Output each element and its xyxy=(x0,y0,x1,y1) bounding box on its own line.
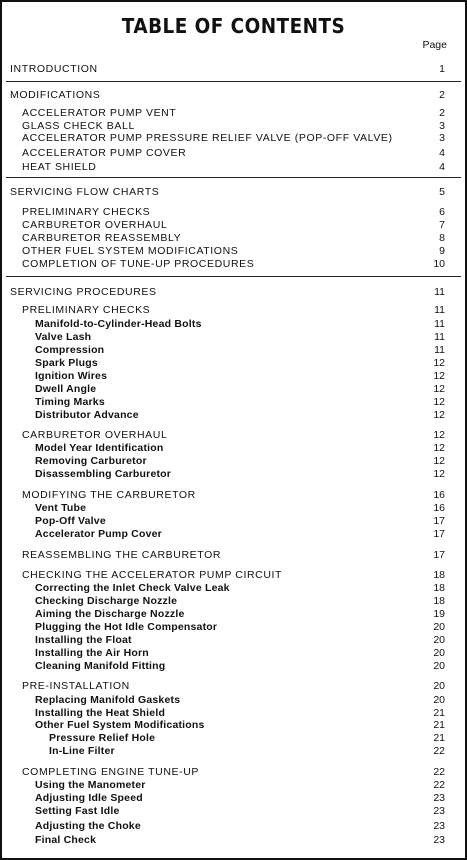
toc-entry-page: 12 xyxy=(433,409,445,421)
toc-entry-title: Installing the Heat Shield xyxy=(35,707,166,719)
toc-entry xyxy=(10,88,445,102)
toc-entry-title: CARBURETOR OVERHAUL xyxy=(22,219,168,231)
toc-entry xyxy=(35,369,445,383)
toc-entry-title: CHECKING THE ACCELERATOR PUMP CIRCUIT xyxy=(22,569,283,581)
toc-entry xyxy=(35,633,445,647)
toc-entry-page: 17 xyxy=(433,528,445,540)
toc-entry-page: 10 xyxy=(433,258,445,270)
toc-entry xyxy=(35,804,445,818)
toc-entry xyxy=(22,679,445,693)
toc-entry-title: PRELIMINARY CHECKS xyxy=(22,206,151,218)
toc-entry-page: 21 xyxy=(433,719,445,731)
toc-entry-page: 12 xyxy=(433,370,445,382)
section-divider xyxy=(6,177,461,178)
toc-entry-page: 23 xyxy=(433,792,445,804)
toc-entry-title: Vent Tube xyxy=(35,502,87,514)
toc-entry xyxy=(35,356,445,370)
toc-entry-page: 12 xyxy=(433,429,445,441)
toc-entry-title: GLASS CHECK BALL xyxy=(22,120,135,132)
toc-entry xyxy=(22,160,445,174)
toc-entry xyxy=(35,395,445,409)
toc-entry-page: 3 xyxy=(439,120,445,132)
toc-entry-title: Accelerator Pump Cover xyxy=(35,528,162,540)
toc-entry-title: COMPLETING ENGINE TUNE-UP xyxy=(22,766,199,778)
toc-entry xyxy=(35,467,445,481)
toc-entry-title: Checking Discharge Nozzle xyxy=(35,595,178,607)
toc-entry xyxy=(35,408,445,422)
page-title: TABLE OF CONTENTS xyxy=(121,14,346,38)
toc-entry xyxy=(35,778,445,792)
toc-entry-title: SERVICING PROCEDURES xyxy=(10,286,157,298)
toc-entry-title: Using the Manometer xyxy=(35,779,146,791)
toc-entry-page: 12 xyxy=(433,383,445,395)
toc-entry-page: 11 xyxy=(434,318,445,330)
toc-entry xyxy=(22,218,445,232)
section-divider xyxy=(6,81,461,82)
toc-entry-title: CARBURETOR OVERHAUL xyxy=(22,429,168,441)
toc-entry-page: 23 xyxy=(433,820,445,832)
toc-entry-title: Aiming the Discharge Nozzle xyxy=(35,608,185,620)
toc-entry-page: 19 xyxy=(433,608,445,620)
toc-entry-page: 12 xyxy=(433,455,445,467)
toc-entry-page: 21 xyxy=(433,732,445,744)
toc-entry-title: MODIFICATIONS xyxy=(10,89,101,101)
section-divider xyxy=(6,276,461,277)
toc-entry-page: 18 xyxy=(433,595,445,607)
toc-entry xyxy=(22,231,445,245)
toc-entry xyxy=(49,744,445,758)
toc-entry-title: SERVICING FLOW CHARTS xyxy=(10,186,160,198)
toc-entry-page: 2 xyxy=(439,107,445,119)
toc-entry xyxy=(35,607,445,621)
toc-entry-title: MODIFYING THE CARBURETOR xyxy=(22,489,196,501)
toc-entry xyxy=(35,343,445,357)
toc-entry-title: Removing Carburetor xyxy=(35,455,147,467)
toc-entry-page: 20 xyxy=(433,680,445,692)
toc-entry-title: Plugging the Hot Idle Compensator xyxy=(35,621,218,633)
toc-entry-page: 12 xyxy=(433,442,445,454)
toc-entry-page: 3 xyxy=(439,132,445,144)
toc-entry xyxy=(35,317,445,331)
toc-entry xyxy=(35,646,445,660)
toc-entry xyxy=(22,131,445,145)
toc-entry xyxy=(22,548,445,562)
toc-entry xyxy=(35,693,445,707)
toc-entry-page: 4 xyxy=(439,147,445,159)
toc-entry xyxy=(22,257,445,271)
toc-entry-title: OTHER FUEL SYSTEM MODIFICATIONS xyxy=(22,245,239,257)
toc-entry-title: Manifold-to-Cylinder-Head Bolts xyxy=(35,318,202,330)
toc-entry-page: 5 xyxy=(439,186,445,198)
toc-entry-title: Replacing Manifold Gaskets xyxy=(35,694,181,706)
toc-entry-page: 22 xyxy=(433,779,445,791)
toc-entry-title: Pop-Off Valve xyxy=(35,515,106,527)
toc-entry xyxy=(10,185,445,199)
toc-entry xyxy=(35,441,445,455)
toc-entry-title: PRELIMINARY CHECKS xyxy=(22,304,151,316)
toc-entry-title: Cleaning Manifold Fitting xyxy=(35,660,166,672)
toc-entry-title: Correcting the Inlet Check Valve Leak xyxy=(35,582,230,594)
toc-entry-page: 1 xyxy=(439,63,445,75)
toc-entry-page: 6 xyxy=(439,206,445,218)
toc-entry xyxy=(22,244,445,258)
toc-entry xyxy=(35,718,445,732)
toc-entry-title: Spark Plugs xyxy=(35,357,98,369)
toc-entry-page: 20 xyxy=(433,660,445,672)
toc-entry-title: Pressure Relief Hole xyxy=(49,732,156,744)
toc-entry-title: Dwell Angle xyxy=(35,383,97,395)
toc-entry-page: 23 xyxy=(433,805,445,817)
toc-entry xyxy=(35,514,445,528)
toc-entry-page: 20 xyxy=(433,634,445,646)
toc-entry-title: REASSEMBLING THE CARBURETOR xyxy=(22,549,222,561)
toc-entry xyxy=(35,581,445,595)
toc-entry xyxy=(35,620,445,634)
toc-entry-page: 22 xyxy=(433,766,445,778)
toc-entry-title: ACCELERATOR PUMP PRESSURE RELIEF VALVE (POP-OFF VALVE) xyxy=(22,132,393,144)
toc-entry-title: In-Line Filter xyxy=(49,745,115,757)
toc-entry xyxy=(35,330,445,344)
toc-entry-page: 22 xyxy=(433,745,445,757)
toc-entry-title: Disassembling Carburetor xyxy=(35,468,172,480)
toc-entry-title: COMPLETION OF TUNE-UP PROCEDURES xyxy=(22,258,255,270)
toc-entry-page: 20 xyxy=(433,694,445,706)
toc-entry xyxy=(22,428,445,442)
toc-entry-page: 18 xyxy=(433,582,445,594)
toc-entry-title: Installing the Air Horn xyxy=(35,647,149,659)
toc-entry-title: ACCELERATOR PUMP COVER xyxy=(22,147,187,159)
toc-entry-page: 11 xyxy=(434,286,445,298)
toc-entry xyxy=(35,833,445,847)
toc-entry-page: 17 xyxy=(433,515,445,527)
toc-entry-title: Installing the Float xyxy=(35,634,132,646)
toc-entry-page: 20 xyxy=(433,621,445,633)
toc-entry-page: 9 xyxy=(439,245,445,257)
toc-entry-page: 21 xyxy=(433,707,445,719)
toc-entry xyxy=(35,659,445,673)
toc-entry-page: 12 xyxy=(433,357,445,369)
toc-entry xyxy=(22,568,445,582)
toc-entry xyxy=(22,488,445,502)
toc-entry-title: Adjusting the Choke xyxy=(35,820,141,832)
toc-entry-page: 11 xyxy=(434,344,445,356)
toc-entry-page: 12 xyxy=(433,396,445,408)
toc-entry xyxy=(22,205,445,219)
toc-entry xyxy=(10,62,445,76)
toc-entry xyxy=(49,731,445,745)
toc-entry-title: Setting Fast Idle xyxy=(35,805,120,817)
toc-entry-title: Distributor Advance xyxy=(35,409,139,421)
toc-entry-page: 8 xyxy=(439,232,445,244)
toc-entry-title: Adjusting Idle Speed xyxy=(35,792,143,804)
toc-entry xyxy=(22,765,445,779)
toc-entry-title: Timing Marks xyxy=(35,396,105,408)
toc-entry-page: 17 xyxy=(433,549,445,561)
toc-entry-page: 16 xyxy=(433,502,445,514)
toc-entry xyxy=(35,594,445,608)
toc-entry xyxy=(10,285,445,299)
toc-entry-title: Compression xyxy=(35,344,105,356)
toc-entry xyxy=(22,146,445,160)
toc-entry-title: Model Year Identification xyxy=(35,442,164,454)
toc-entry xyxy=(22,106,445,120)
toc-entry-title: ACCELERATOR PUMP VENT xyxy=(22,107,177,119)
toc-entry-page: 23 xyxy=(433,834,445,846)
toc-entry-page: 20 xyxy=(433,647,445,659)
toc-entry-page: 11 xyxy=(434,304,445,316)
toc-entry xyxy=(35,791,445,805)
toc-entry xyxy=(35,527,445,541)
toc-entry-title: Valve Lash xyxy=(35,331,92,343)
toc-entry xyxy=(35,819,445,833)
toc-entry-page: 2 xyxy=(439,89,445,101)
toc-entry-page: 16 xyxy=(433,489,445,501)
toc-entry-title: CARBURETOR REASSEMBLY xyxy=(22,232,182,244)
toc-entry-page: 4 xyxy=(439,161,445,173)
toc-entry-page: 18 xyxy=(433,569,445,581)
toc-entry-page: 11 xyxy=(434,331,445,343)
toc-entry-title: HEAT SHIELD xyxy=(22,161,97,173)
toc-entry-title: Final Check xyxy=(35,834,97,846)
toc-entry-page: 7 xyxy=(439,219,445,231)
toc-entry-page: 12 xyxy=(433,468,445,480)
toc-entry-title: INTRODUCTION xyxy=(10,63,98,75)
toc-entry xyxy=(22,303,445,317)
toc-entry xyxy=(35,382,445,396)
toc-entry-title: Other Fuel System Modifications xyxy=(35,719,205,731)
page-column-header: Page xyxy=(422,39,447,51)
toc-entry-title: PRE-INSTALLATION xyxy=(22,680,130,692)
toc-entry xyxy=(35,501,445,515)
toc-entry xyxy=(35,454,445,468)
toc-entry-title: Ignition Wires xyxy=(35,370,108,382)
